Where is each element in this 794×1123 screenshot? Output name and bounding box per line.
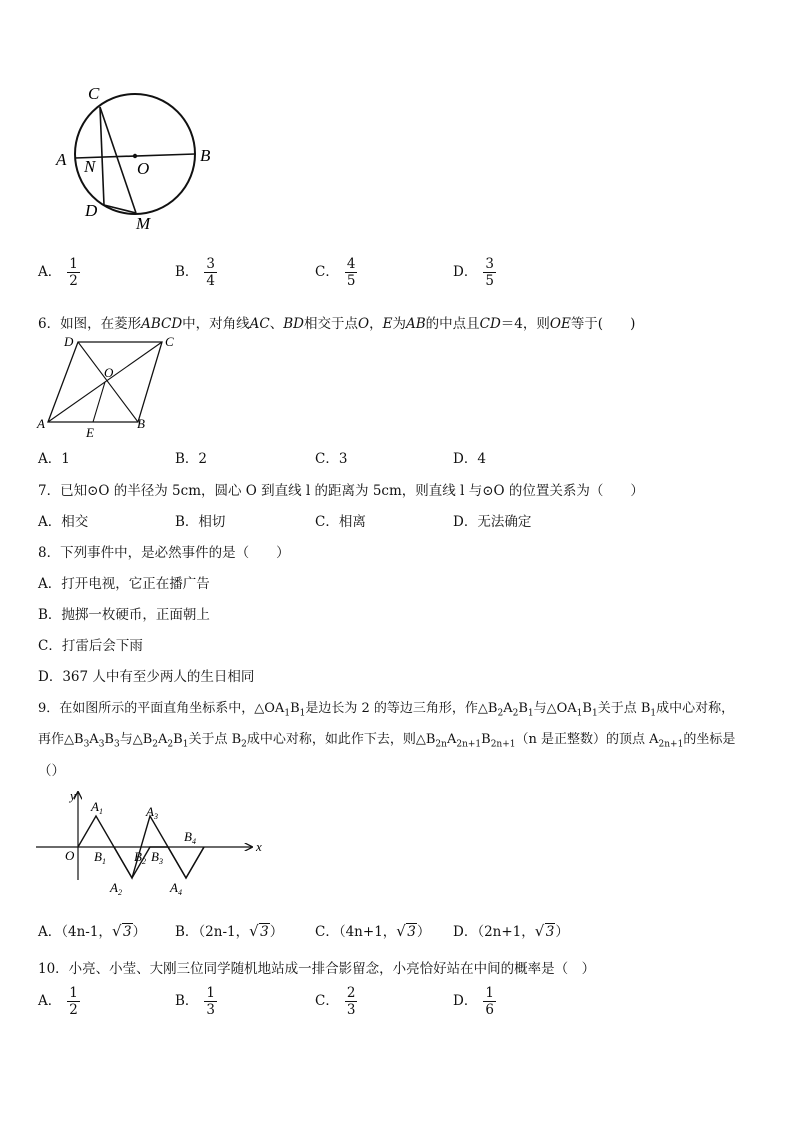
sqrt: √ 3 (396, 922, 416, 940)
q5-option-c[interactable] (315, 256, 357, 289)
option-letter: B． (175, 264, 199, 280)
option-letter: D． (453, 264, 478, 280)
q8-option-c[interactable]: C．打雷后会下雨 (38, 638, 143, 654)
q9-stem-line2: 再作$\triangle B_3A_3B_3$与$\triangle B_2A_2B_1$关于点 $B_2$成中心对称，如此作下去，则$\triangle B_{2n}A_{2n+1}B_{2n+1}(n$ 是正整数）的顶点 $A_{2n+1}$的坐标是 (38, 732, 736, 750)
label-a: A (37, 416, 45, 431)
segment-oe (93, 382, 105, 422)
fraction: $\frac{3}{4}$ (206, 256, 216, 289)
center-point (133, 154, 137, 158)
q8-option-b[interactable]: B．抛掷一枚硬币，正面朝上 (38, 607, 210, 623)
q9-option-d[interactable]: D．（2n+1， √ 3） (453, 922, 569, 940)
q9-stem-line1: 9．在如图所示的平面直角坐标系中，$\triangle OA_1B_1$是边长为 2 的等边三角形，作$\triangle B_2A_2B_1$与$\triangle OA_1B_1$关于点 $B_1$成中心对称， (38, 701, 735, 719)
label-b: B (137, 416, 145, 431)
q9-stem-line3: （） (38, 763, 65, 779)
option-letter: C． (315, 264, 339, 280)
option-letter: C． (315, 993, 339, 1009)
label-o: O (137, 159, 150, 178)
fraction: $\frac{1}{6}$ (485, 985, 494, 1018)
fraction: $\frac{2}{3}$ (346, 985, 356, 1018)
label-b1: $B_1$ (94, 849, 106, 866)
q9-option-a[interactable]: A．（4n-1， √ 3） (38, 922, 147, 940)
q8-option-d[interactable]: D．367 人中有至少两人的生日相同 (38, 669, 255, 685)
q9-option-b[interactable]: B．（2n-1， √ 3） (175, 922, 284, 940)
q5-option-a[interactable] (38, 256, 80, 289)
chord-cd (100, 107, 104, 205)
option-letter: B． (175, 993, 199, 1009)
fraction: $\frac{1}{2}$ (69, 985, 78, 1018)
q6-option-d[interactable]: D．4 (453, 451, 486, 467)
q6-option-c[interactable]: C．3 (315, 451, 348, 467)
label-d: D (64, 334, 74, 349)
label-a2: $A_2$ (110, 880, 122, 897)
label-a3: $A_3$ (146, 804, 158, 821)
q10-stem: 10．小亮、小莹、大刚三位同学随机地站成一排合影留念，小亮恰好站在中间的概率是（ ） (38, 961, 596, 977)
label-x: x (256, 839, 262, 854)
label-c: C (88, 84, 100, 103)
q7-option-a[interactable]: A．相交 (38, 514, 89, 530)
q7-option-d[interactable]: D．无法确定 (453, 514, 532, 530)
sqrt: √ 3 (249, 922, 269, 940)
sqrt: √ 3 (534, 922, 555, 940)
label-m: M (136, 214, 151, 233)
label-b: B (200, 146, 211, 165)
fraction: $\frac{1}{3}$ (206, 985, 216, 1018)
label-b4: $B_4$ (184, 829, 196, 846)
label-c: C (165, 334, 174, 349)
zigzag-last (168, 847, 204, 878)
option-letter: A． (38, 264, 62, 280)
label-y: y (70, 788, 76, 803)
q10-option-c[interactable] (315, 985, 357, 1018)
q10-option-a[interactable] (38, 985, 80, 1018)
q5-option-b[interactable] (175, 256, 217, 289)
q6-option-a[interactable]: A．1 (38, 451, 70, 467)
option-letter: A． (38, 993, 62, 1009)
q6-stem: 6．如图，在菱形ABCD中，对角线AC、BD相交于点O，E为AB的中点且CD＝4，则OE等于( ) (38, 316, 636, 332)
diagonal-bd (78, 342, 138, 422)
q9-option-c[interactable]: C．（4n+1， √ 3） (315, 922, 431, 940)
label-n: N (84, 157, 96, 176)
label-d: D (85, 201, 98, 220)
fraction: $\frac{3}{5}$ (485, 256, 494, 289)
label-o: O (65, 848, 75, 863)
label-o: O (104, 365, 114, 380)
q6-option-b[interactable]: B．2 (175, 451, 208, 467)
chord-cm (100, 107, 136, 213)
q7-option-c[interactable]: C．相离 (315, 514, 366, 530)
label-b3: $B_3$ (151, 849, 163, 866)
q5-option-d[interactable] (453, 256, 496, 289)
label-e: E (86, 425, 94, 440)
q10-option-b[interactable] (175, 985, 217, 1018)
label-a1: $A_1$ (91, 799, 103, 816)
q10-option-d[interactable] (453, 985, 496, 1018)
fraction: $\frac{1}{2}$ (69, 256, 78, 289)
zigzag-figure (34, 786, 274, 898)
label-a: A (56, 150, 67, 169)
q7-option-b[interactable]: B．相切 (175, 514, 226, 530)
label-b2: $B_2$ (134, 849, 146, 866)
q7-stem: 7．已知⊙O 的半径为 5cm，圆心 O 到直线 l 的距离为 5cm，则直线 l 与⊙O 的位置关系为（ ） (38, 483, 644, 499)
label-a4: $A_4$ (170, 880, 182, 897)
q8-option-a[interactable]: A．打开电视，它正在播广告 (38, 576, 210, 592)
circle-figure (50, 80, 240, 240)
option-letter: D． (453, 993, 478, 1009)
rhombus-figure (34, 330, 184, 440)
q8-stem: 8．下列事件中，是必然事件的是（ ） (38, 545, 290, 561)
sqrt: √ 3 (111, 922, 132, 940)
fraction: $\frac{4}{5}$ (346, 256, 356, 289)
